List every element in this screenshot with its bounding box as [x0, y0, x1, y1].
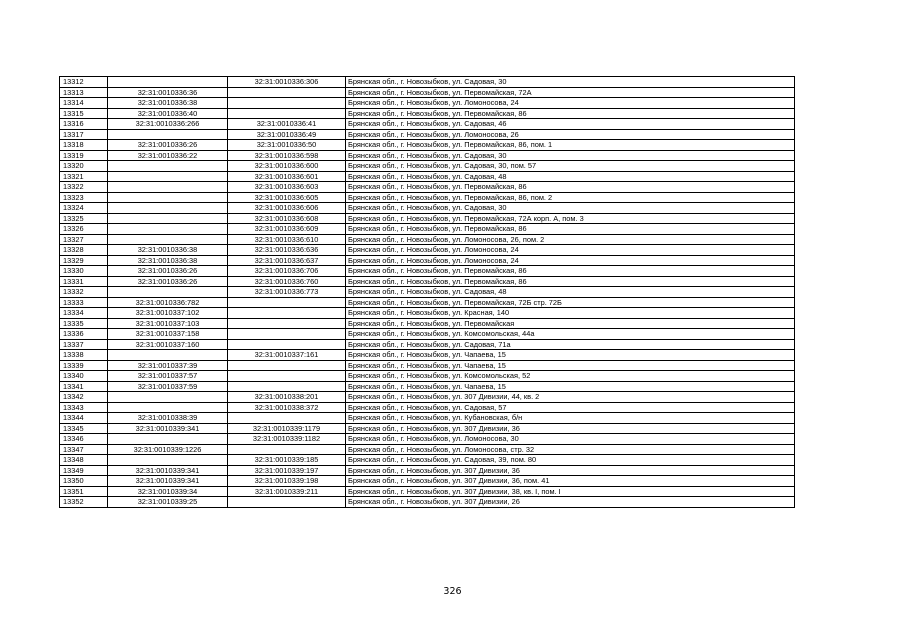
building-cadastral-cell: 32:31:0010339:197	[228, 465, 346, 476]
row-number-cell: 13313	[60, 87, 108, 98]
row-number-cell: 13351	[60, 486, 108, 497]
building-cadastral-cell: 32:31:0010339:198	[228, 476, 346, 487]
land-cadastral-cell: 32:31:0010337:102	[108, 308, 228, 319]
row-number-cell: 13348	[60, 455, 108, 466]
land-cadastral-cell	[108, 192, 228, 203]
land-cadastral-cell: 32:31:0010337:160	[108, 339, 228, 350]
table-row	[60, 266, 795, 277]
building-cadastral-cell	[228, 297, 346, 308]
building-cadastral-cell	[228, 318, 346, 329]
building-cadastral-cell	[228, 413, 346, 424]
address-cell: Брянская обл., г. Новозыбков, ул. Красная, 140	[346, 308, 795, 319]
row-number-cell: 13329	[60, 255, 108, 266]
table-row	[60, 119, 795, 130]
address-cell: Брянская обл., г. Новозыбков, ул. Первомайская, 72А корп. А, пом. 3	[346, 213, 795, 224]
land-cadastral-cell	[108, 224, 228, 235]
table-row	[60, 465, 795, 476]
row-number-cell: 13321	[60, 171, 108, 182]
address-cell: Брянская обл., г. Новозыбков, ул. Чапаева, 15	[346, 381, 795, 392]
address-cell: Брянская обл., г. Новозыбков, ул. Ломоносова, 30	[346, 434, 795, 445]
table-row	[60, 140, 795, 151]
row-number-cell: 13324	[60, 203, 108, 214]
row-number-cell: 13318	[60, 140, 108, 151]
land-cadastral-cell: 32:31:0010336:22	[108, 150, 228, 161]
table-row	[60, 255, 795, 266]
building-cadastral-cell: 32:31:0010336:600	[228, 161, 346, 172]
table-row	[60, 98, 795, 109]
row-number-cell: 13339	[60, 360, 108, 371]
land-cadastral-cell: 32:31:0010336:38	[108, 98, 228, 109]
address-cell: Брянская обл., г. Новозыбков, ул. Садовая, 30, пом. 57	[346, 161, 795, 172]
land-cadastral-cell: 32:31:0010336:26	[108, 266, 228, 277]
address-cell: Брянская обл., г. Новозыбков, ул. Первомайская, 86	[346, 224, 795, 235]
row-number-cell: 13341	[60, 381, 108, 392]
table-row	[60, 360, 795, 371]
row-number-cell: 13335	[60, 318, 108, 329]
table-row	[60, 192, 795, 203]
address-cell: Брянская обл., г. Новозыбков, ул. Комсомольская, 52	[346, 371, 795, 382]
table-row	[60, 161, 795, 172]
table-row	[60, 329, 795, 340]
table-row	[60, 87, 795, 98]
land-cadastral-cell: 32:31:0010336:38	[108, 255, 228, 266]
table-row	[60, 434, 795, 445]
land-cadastral-cell: 32:31:0010336:36	[108, 87, 228, 98]
table-row	[60, 339, 795, 350]
building-cadastral-cell: 32:31:0010339:185	[228, 455, 346, 466]
table-row	[60, 381, 795, 392]
address-cell: Брянская обл., г. Новозыбков, ул. Садовая, 71а	[346, 339, 795, 350]
row-number-cell: 13312	[60, 77, 108, 88]
table-row	[60, 234, 795, 245]
building-cadastral-cell	[228, 98, 346, 109]
table-row	[60, 413, 795, 424]
land-cadastral-cell	[108, 350, 228, 361]
building-cadastral-cell	[228, 87, 346, 98]
land-cadastral-cell	[108, 171, 228, 182]
address-cell: Брянская обл., г. Новозыбков, ул. Первомайская, 86	[346, 108, 795, 119]
building-cadastral-cell: 32:31:0010336:636	[228, 245, 346, 256]
building-cadastral-cell	[228, 381, 346, 392]
row-number-cell: 13316	[60, 119, 108, 130]
table-row	[60, 371, 795, 382]
land-cadastral-cell: 32:31:0010336:266	[108, 119, 228, 130]
land-cadastral-cell: 32:31:0010337:103	[108, 318, 228, 329]
land-cadastral-cell: 32:31:0010336:40	[108, 108, 228, 119]
land-cadastral-cell	[108, 77, 228, 88]
table-row	[60, 224, 795, 235]
land-cadastral-cell: 32:31:0010337:57	[108, 371, 228, 382]
address-cell: Брянская обл., г. Новозыбков, ул. Первомайская, 72А	[346, 87, 795, 98]
building-cadastral-cell: 32:31:0010337:161	[228, 350, 346, 361]
building-cadastral-cell: 32:31:0010336:608	[228, 213, 346, 224]
row-number-cell: 13323	[60, 192, 108, 203]
row-number-cell: 13327	[60, 234, 108, 245]
page-number: 326	[443, 586, 462, 597]
address-cell: Брянская обл., г. Новозыбков, ул. 307 Дивизии, 44, кв. 2	[346, 392, 795, 403]
address-cell: Брянская обл., г. Новозыбков, ул. Первомайская, 72Б стр. 72Б	[346, 297, 795, 308]
building-cadastral-cell	[228, 371, 346, 382]
building-cadastral-cell: 32:31:0010336:41	[228, 119, 346, 130]
building-cadastral-cell: 32:31:0010336:637	[228, 255, 346, 266]
land-cadastral-cell: 32:31:0010336:782	[108, 297, 228, 308]
table-row	[60, 392, 795, 403]
building-cadastral-cell	[228, 444, 346, 455]
address-cell: Брянская обл., г. Новозыбков, ул. Садовая, 39, пом. 80	[346, 455, 795, 466]
land-cadastral-cell: 32:31:0010339:341	[108, 476, 228, 487]
address-cell: Брянская обл., г. Новозыбков, ул. Садовая, 30	[346, 150, 795, 161]
row-number-cell: 13319	[60, 150, 108, 161]
row-number-cell: 13330	[60, 266, 108, 277]
building-cadastral-cell: 32:31:0010336:706	[228, 266, 346, 277]
address-cell: Брянская обл., г. Новозыбков, ул. Первомайская, 86	[346, 276, 795, 287]
address-cell: Брянская обл., г. Новозыбков, ул. Садовая, 48	[346, 171, 795, 182]
land-cadastral-cell: 32:31:0010337:39	[108, 360, 228, 371]
land-cadastral-cell: 32:31:0010338:39	[108, 413, 228, 424]
address-cell: Брянская обл., г. Новозыбков, ул. Первомайская, 86	[346, 182, 795, 193]
building-cadastral-cell: 32:31:0010339:1182	[228, 434, 346, 445]
row-number-cell: 13322	[60, 182, 108, 193]
address-cell: Брянская обл., г. Новозыбков, ул. 307 Дивизии, 36	[346, 423, 795, 434]
building-cadastral-cell: 32:31:0010336:49	[228, 129, 346, 140]
table-row	[60, 77, 795, 88]
table-row	[60, 171, 795, 182]
address-cell: Брянская обл., г. Новозыбков, ул. 307 Дивизии, 36	[346, 465, 795, 476]
row-number-cell: 13352	[60, 497, 108, 508]
building-cadastral-cell: 32:31:0010336:50	[228, 140, 346, 151]
land-cadastral-cell	[108, 455, 228, 466]
address-cell: Брянская обл., г. Новозыбков, ул. Ломоносова, стр. 32	[346, 444, 795, 455]
land-cadastral-cell	[108, 203, 228, 214]
land-cadastral-cell: 32:31:0010336:26	[108, 276, 228, 287]
building-cadastral-cell: 32:31:0010336:760	[228, 276, 346, 287]
building-cadastral-cell	[228, 360, 346, 371]
table-row	[60, 245, 795, 256]
table-row	[60, 108, 795, 119]
land-cadastral-cell	[108, 161, 228, 172]
address-cell: Брянская обл., г. Новозыбков, ул. Кубановская, б/н	[346, 413, 795, 424]
land-cadastral-cell	[108, 287, 228, 298]
row-number-cell: 13328	[60, 245, 108, 256]
table-row	[60, 297, 795, 308]
building-cadastral-cell: 32:31:0010336:609	[228, 224, 346, 235]
address-cell: Брянская обл., г. Новозыбков, ул. Садовая, 48	[346, 287, 795, 298]
row-number-cell: 13338	[60, 350, 108, 361]
land-cadastral-cell: 32:31:0010337:59	[108, 381, 228, 392]
address-cell: Брянская обл., г. Новозыбков, ул. Ломоносова, 24	[346, 98, 795, 109]
row-number-cell: 13334	[60, 308, 108, 319]
building-cadastral-cell	[228, 308, 346, 319]
row-number-cell: 13340	[60, 371, 108, 382]
table-row	[60, 276, 795, 287]
building-cadastral-cell: 32:31:0010336:598	[228, 150, 346, 161]
address-cell: Брянская обл., г. Новозыбков, ул. Ломоносова, 26, пом. 2	[346, 234, 795, 245]
table-row	[60, 486, 795, 497]
address-cell: Брянская обл., г. Новозыбков, ул. Ломоносова, 26	[346, 129, 795, 140]
building-cadastral-cell: 32:31:0010338:372	[228, 402, 346, 413]
table-row	[60, 476, 795, 487]
table-body	[60, 77, 795, 508]
row-number-cell: 13326	[60, 224, 108, 235]
address-cell: Брянская обл., г. Новозыбков, ул. 307 Дивизии, 36, пом. 41	[346, 476, 795, 487]
table-row	[60, 287, 795, 298]
row-number-cell: 13349	[60, 465, 108, 476]
land-cadastral-cell: 32:31:0010339:25	[108, 497, 228, 508]
table-row	[60, 455, 795, 466]
address-cell: Брянская обл., г. Новозыбков, ул. Ломоносова, 24	[346, 245, 795, 256]
row-number-cell: 13331	[60, 276, 108, 287]
row-number-cell: 13333	[60, 297, 108, 308]
land-cadastral-cell	[108, 392, 228, 403]
row-number-cell: 13344	[60, 413, 108, 424]
address-cell: Брянская обл., г. Новозыбков, ул. Первомайская	[346, 318, 795, 329]
table-row	[60, 444, 795, 455]
address-cell: Брянская обл., г. Новозыбков, ул. Чапаева, 15	[346, 360, 795, 371]
row-number-cell: 13345	[60, 423, 108, 434]
address-cell: Брянская обл., г. Новозыбков, ул. Чапаева, 15	[346, 350, 795, 361]
building-cadastral-cell: 32:31:0010336:606	[228, 203, 346, 214]
table-row	[60, 350, 795, 361]
address-cell: Брянская обл., г. Новозыбков, ул. Садовая, 30	[346, 203, 795, 214]
cadastral-registry-table	[59, 76, 795, 508]
table-row	[60, 150, 795, 161]
land-cadastral-cell: 32:31:0010339:1226	[108, 444, 228, 455]
row-number-cell: 13342	[60, 392, 108, 403]
address-cell: Брянская обл., г. Новозыбков, ул. 307 Дивизии, 38, кв. I, пом. I	[346, 486, 795, 497]
address-cell: Брянская обл., г. Новозыбков, ул. Садовая, 57	[346, 402, 795, 413]
address-cell: Брянская обл., г. Новозыбков, ул. Первомайская, 86	[346, 266, 795, 277]
land-cadastral-cell	[108, 129, 228, 140]
address-cell: Брянская обл., г. Новозыбков, ул. 307 Дивизии, 26	[346, 497, 795, 508]
table-row	[60, 213, 795, 224]
row-number-cell: 13314	[60, 98, 108, 109]
address-cell: Брянская обл., г. Новозыбков, ул. Садовая, 46	[346, 119, 795, 130]
building-cadastral-cell: 32:31:0010339:211	[228, 486, 346, 497]
land-cadastral-cell: 32:31:0010339:34	[108, 486, 228, 497]
building-cadastral-cell: 32:31:0010336:601	[228, 171, 346, 182]
row-number-cell: 13337	[60, 339, 108, 350]
building-cadastral-cell	[228, 339, 346, 350]
land-cadastral-cell: 32:31:0010336:38	[108, 245, 228, 256]
row-number-cell: 13325	[60, 213, 108, 224]
table-row	[60, 402, 795, 413]
row-number-cell: 13350	[60, 476, 108, 487]
building-cadastral-cell	[228, 108, 346, 119]
land-cadastral-cell: 32:31:0010339:341	[108, 465, 228, 476]
building-cadastral-cell: 32:31:0010336:603	[228, 182, 346, 193]
table-row	[60, 129, 795, 140]
table-row	[60, 308, 795, 319]
table-row	[60, 182, 795, 193]
address-cell: Брянская обл., г. Новозыбков, ул. Комсомольская, 44а	[346, 329, 795, 340]
land-cadastral-cell: 32:31:0010339:341	[108, 423, 228, 434]
building-cadastral-cell	[228, 497, 346, 508]
table-row	[60, 318, 795, 329]
row-number-cell: 13315	[60, 108, 108, 119]
row-number-cell: 13346	[60, 434, 108, 445]
building-cadastral-cell: 32:31:0010339:1179	[228, 423, 346, 434]
land-cadastral-cell	[108, 402, 228, 413]
table-row	[60, 203, 795, 214]
row-number-cell: 13317	[60, 129, 108, 140]
address-cell: Брянская обл., г. Новозыбков, ул. Садовая, 30	[346, 77, 795, 88]
building-cadastral-cell: 32:31:0010336:610	[228, 234, 346, 245]
building-cadastral-cell	[228, 329, 346, 340]
address-cell: Брянская обл., г. Новозыбков, ул. Первомайская, 86, пом. 2	[346, 192, 795, 203]
row-number-cell: 13336	[60, 329, 108, 340]
building-cadastral-cell: 32:31:0010338:201	[228, 392, 346, 403]
building-cadastral-cell: 32:31:0010336:605	[228, 192, 346, 203]
land-cadastral-cell	[108, 182, 228, 193]
land-cadastral-cell: 32:31:0010336:26	[108, 140, 228, 151]
building-cadastral-cell: 32:31:0010336:773	[228, 287, 346, 298]
building-cadastral-cell: 32:31:0010336:306	[228, 77, 346, 88]
row-number-cell: 13343	[60, 402, 108, 413]
table-row	[60, 423, 795, 434]
land-cadastral-cell	[108, 213, 228, 224]
land-cadastral-cell	[108, 434, 228, 445]
address-cell: Брянская обл., г. Новозыбков, ул. Ломоносова, 24	[346, 255, 795, 266]
row-number-cell: 13332	[60, 287, 108, 298]
land-cadastral-cell: 32:31:0010337:158	[108, 329, 228, 340]
row-number-cell: 13320	[60, 161, 108, 172]
table-row	[60, 497, 795, 508]
address-cell: Брянская обл., г. Новозыбков, ул. Первомайская, 86, пом. 1	[346, 140, 795, 151]
row-number-cell: 13347	[60, 444, 108, 455]
land-cadastral-cell	[108, 234, 228, 245]
